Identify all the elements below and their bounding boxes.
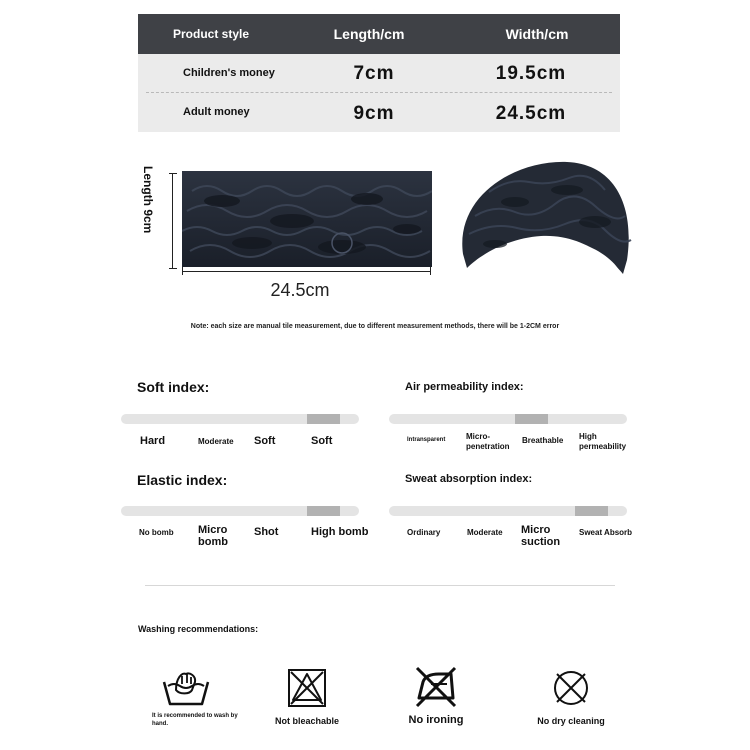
row-adult-width: 24.5cm (495, 103, 567, 124)
row-children-width: 19.5cm (495, 63, 567, 84)
header-product-style: Product style (172, 27, 250, 41)
soft-label-moderate: Moderate (198, 437, 234, 446)
air-index-title: Air permeability index: (405, 381, 524, 393)
sweat-label-ordinary: Ordinary (407, 528, 441, 537)
row-children-length: 7cm (353, 63, 395, 84)
length-tick-bottom (169, 268, 177, 269)
width-dimension-label: 24.5cm (270, 280, 330, 300)
worn-headband-image (455, 156, 635, 280)
size-table-header (138, 14, 620, 54)
measurement-note: Note: each size are manual tile measurement, due to different measurement methods, there will be 1-2CM error (190, 323, 560, 330)
hand-wash-icon (162, 668, 210, 708)
row-adult-length: 9cm (353, 103, 395, 124)
soft-index-level (307, 414, 340, 424)
header-length: Length/cm (333, 26, 405, 42)
row-adult-style: Adult money (183, 106, 250, 118)
soft-index-title: Soft index: (137, 379, 210, 395)
air-label-high-permeability: High permeability (579, 432, 627, 451)
width-tick-right (430, 267, 431, 275)
width-tick-left (182, 267, 183, 275)
soft-label-soft-high: Soft (311, 435, 333, 447)
air-label-breathable: Breathable (522, 436, 564, 445)
no-ironing-icon (413, 664, 459, 710)
hand-wash-label: It is recommended to wash by hand. (152, 713, 238, 727)
sweat-label-micro-suction: Micro suction (521, 524, 561, 548)
width-dimension-line (182, 271, 431, 272)
elastic-label-micro-bomb: Micro bomb (198, 524, 228, 548)
not-bleachable-icon (287, 668, 327, 708)
header-width: Width/cm (505, 26, 569, 42)
flat-headband-image (182, 171, 432, 267)
elastic-index-track (121, 506, 359, 516)
air-index-track (389, 414, 627, 424)
sweat-label-sweat-absorb: Sweat Absorb (579, 528, 633, 537)
soft-label-hard: Hard (140, 435, 166, 447)
size-table-body (138, 54, 620, 132)
soft-index-track (121, 414, 359, 424)
air-label-micro-penetration: Micro-penetration (466, 432, 510, 451)
row-children-style: Children's money (183, 67, 275, 79)
sweat-index-level (575, 506, 608, 516)
not-bleachable-label: Not bleachable (274, 716, 339, 726)
row-separator (146, 92, 612, 93)
no-dry-cleaning-icon (551, 668, 591, 708)
length-tick-top (169, 173, 177, 174)
soft-label-soft: Soft (254, 435, 276, 447)
elastic-label-shot: Shot (254, 526, 279, 538)
air-index-level (515, 414, 548, 424)
length-dimension-line (172, 173, 173, 269)
elastic-index-title: Elastic index: (137, 472, 228, 488)
elastic-label-no-bomb: No bomb (139, 528, 174, 537)
no-dry-cleaning-label: No dry cleaning (537, 716, 605, 726)
elastic-index-level (307, 506, 340, 516)
sweat-index-title: Sweat absorption index: (405, 473, 533, 485)
air-label-intransparent: Intransparent (407, 437, 446, 443)
size-table (138, 14, 620, 132)
no-ironing-label: No ironing (408, 714, 464, 726)
washing-title: Washing recommendations: (138, 624, 259, 634)
section-divider (145, 585, 615, 586)
sweat-label-moderate: Moderate (467, 528, 503, 537)
sweat-index-track (389, 506, 627, 516)
elastic-label-high-bomb: High bomb (311, 526, 369, 538)
length-dimension-label: Length 9cm (141, 166, 155, 234)
